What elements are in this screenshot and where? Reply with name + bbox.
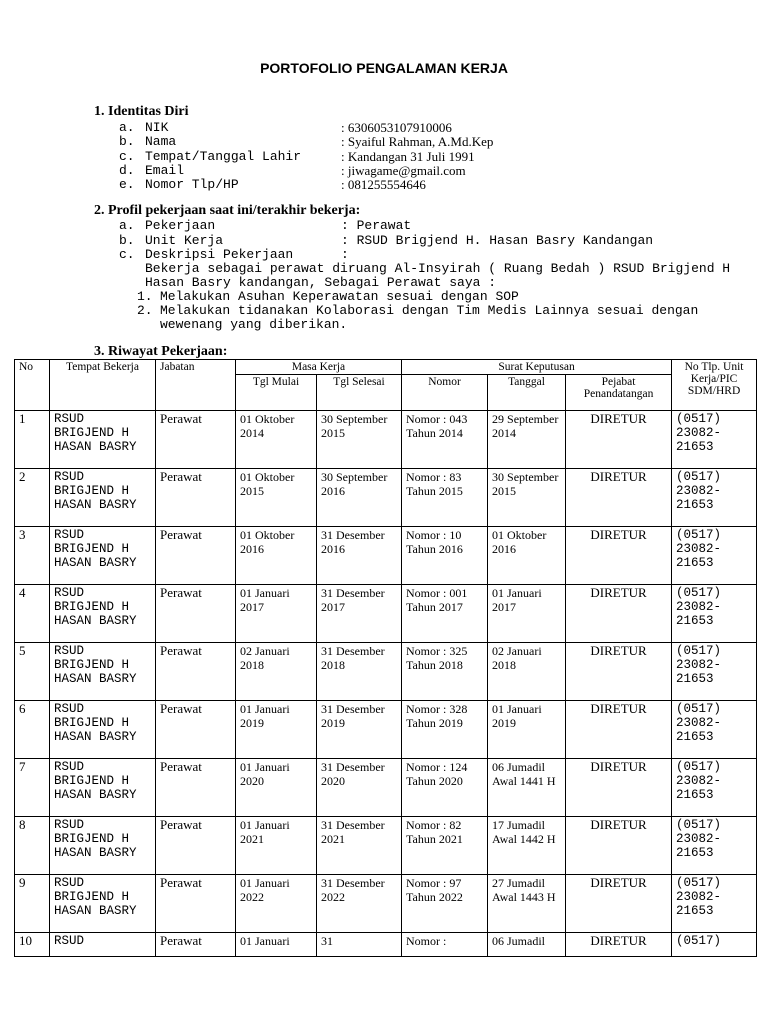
- table-row: [15, 875, 757, 933]
- cell-no: 1: [15, 411, 50, 469]
- table-row: [15, 469, 757, 527]
- cell-tgl-mulai: 01 Januari 2021: [236, 817, 317, 875]
- cell-nomor: Nomor : 124 Tahun 2020: [402, 759, 488, 817]
- item-value: : Kandangan 31 Juli 1991: [341, 148, 475, 164]
- item-value: : 081255554646: [341, 177, 426, 193]
- cell-tgl-selesai: 30 September 2015: [317, 411, 402, 469]
- header-pejabat: Pejabat Penandatangan: [566, 375, 672, 411]
- document-title: PORTOFOLIO PENGALAMAN KERJA: [260, 60, 508, 76]
- task-text: Melakukan Asuhan Keperawatan sesuai dengan SOP: [160, 289, 519, 304]
- item-value: : Syaiful Rahman, A.Md.Kep: [341, 134, 494, 150]
- header-no-tlp: No Tlp. Unit Kerja/PIC SDM/HRD: [672, 360, 757, 411]
- cell-tgl-mulai: 01 Januari 2017: [236, 585, 317, 643]
- cell-tgl-mulai: 01 Januari 2020: [236, 759, 317, 817]
- cell-no: 4: [15, 585, 50, 643]
- item-label: NIK: [145, 120, 169, 135]
- table-row: [15, 527, 757, 585]
- cell-no-tlp: (0517) 23082-21653: [672, 527, 757, 585]
- item-label: Tempat/Tanggal Lahir: [145, 148, 302, 164]
- cell-no: 10: [15, 933, 50, 957]
- riwayat-pekerjaan-table: [14, 359, 757, 957]
- cell-tanggal: 29 September 2014: [488, 411, 566, 469]
- item-letter: e.: [119, 177, 135, 193]
- table-row: [15, 933, 757, 957]
- item-letter: b.: [119, 134, 135, 150]
- item-letter: a.: [119, 120, 135, 135]
- cell-nomor: Nomor : 10 Tahun 2016: [402, 527, 488, 585]
- cell-jabatan: Perawat: [156, 933, 236, 957]
- cell-nomor: Nomor :: [402, 933, 488, 957]
- cell-no: 2: [15, 469, 50, 527]
- item-label: Pekerjaan: [145, 218, 216, 233]
- cell-no: 9: [15, 875, 50, 933]
- cell-no-tlp: (0517) 23082-21653: [672, 701, 757, 759]
- cell-tempat-bekerja: RSUD BRIGJEND H HASAN BASRY: [50, 411, 156, 469]
- item-label: Unit Kerja: [145, 232, 224, 248]
- cell-tempat-bekerja: RSUD BRIGJEND H HASAN BASRY: [50, 643, 156, 701]
- table-row: [15, 585, 757, 643]
- item-label: Nama: [145, 134, 177, 150]
- cell-jabatan: Perawat: [156, 701, 236, 759]
- cell-tempat-bekerja: RSUD: [50, 933, 156, 957]
- cell-tanggal: 02 Januari 2018: [488, 643, 566, 701]
- cell-tanggal: 06 Jumadil Awal 1441 H: [488, 759, 566, 817]
- header-tgl-mulai: Tgl Mulai: [236, 375, 317, 411]
- cell-no-tlp: (0517) 23082-21653: [672, 759, 757, 817]
- cell-tgl-mulai: 02 Januari 2018: [236, 643, 317, 701]
- task-text: Melakukan tidanakan Kolaborasi dengan Tim Medis Lainnya sesuai dengan: [160, 303, 699, 318]
- table-row: [15, 701, 757, 759]
- cell-no: 8: [15, 817, 50, 875]
- header-masa-kerja: Masa Kerja: [236, 360, 402, 375]
- cell-tempat-bekerja: RSUD BRIGJEND H HASAN BASRY: [50, 469, 156, 527]
- cell-tgl-selesai: 30 September 2016: [317, 469, 402, 527]
- task-number: 1.: [137, 289, 153, 304]
- table-row: [15, 411, 757, 469]
- cell-tgl-selesai: 31 Desember 2016: [317, 527, 402, 585]
- header-tgl-selesai: Tgl Selesai: [317, 375, 402, 411]
- cell-nomor: Nomor : 83 Tahun 2015: [402, 469, 488, 527]
- cell-nomor: Nomor : 001 Tahun 2017: [402, 585, 488, 643]
- cell-tempat-bekerja: RSUD BRIGJEND H HASAN BASRY: [50, 875, 156, 933]
- cell-jabatan: Perawat: [156, 759, 236, 817]
- cell-tanggal: 27 Jumadil Awal 1443 H: [488, 875, 566, 933]
- cell-nomor: Nomor : 325 Tahun 2018: [402, 643, 488, 701]
- cell-tempat-bekerja: RSUD BRIGJEND H HASAN BASRY: [50, 527, 156, 585]
- item-value: : RSUD Brigjend H. Hasan Basry Kandangan: [341, 232, 654, 248]
- item-label: Email: [145, 162, 185, 178]
- cell-jabatan: Perawat: [156, 875, 236, 933]
- cell-no-tlp: (0517): [672, 933, 757, 957]
- cell-tgl-mulai: 01 Januari 2019: [236, 701, 317, 759]
- cell-no-tlp: (0517) 23082-21653: [672, 585, 757, 643]
- cell-tgl-mulai: 01 Oktober 2015: [236, 469, 317, 527]
- cell-no: 6: [15, 701, 50, 759]
- item-letter: b.: [119, 232, 135, 248]
- cell-tgl-mulai: 01 Januari: [236, 933, 317, 957]
- item-value: :: [341, 247, 349, 262]
- cell-pejabat: DIRETUR: [566, 875, 672, 933]
- item-value: : Perawat: [341, 218, 412, 233]
- table-row: [15, 817, 757, 875]
- cell-tanggal: 01 Oktober 2016: [488, 527, 566, 585]
- cell-tanggal: 30 September 2015: [488, 469, 566, 527]
- cell-tgl-selesai: 31 Desember 2019: [317, 701, 402, 759]
- cell-tgl-mulai: 01 Oktober 2016: [236, 527, 317, 585]
- cell-pejabat: DIRETUR: [566, 933, 672, 957]
- cell-no-tlp: (0517) 23082-21653: [672, 817, 757, 875]
- cell-jabatan: Perawat: [156, 585, 236, 643]
- item-letter: d.: [119, 162, 135, 178]
- cell-tanggal: 06 Jumadil: [488, 933, 566, 957]
- cell-pejabat: DIRETUR: [566, 411, 672, 469]
- section-riwayat-heading: 3. Riwayat Pekerjaan:: [94, 344, 228, 359]
- cell-jabatan: Perawat: [156, 469, 236, 527]
- cell-pejabat: DIRETUR: [566, 817, 672, 875]
- header-tempat-bekerja: Tempat Bekerja: [50, 360, 156, 411]
- cell-pejabat: DIRETUR: [566, 643, 672, 701]
- item-letter: a.: [119, 218, 135, 233]
- cell-tgl-mulai: 01 Januari 2022: [236, 875, 317, 933]
- cell-pejabat: DIRETUR: [566, 759, 672, 817]
- cell-nomor: Nomor : 97 Tahun 2022: [402, 875, 488, 933]
- cell-nomor: Nomor : 043 Tahun 2014: [402, 411, 488, 469]
- header-surat-keputusan: Surat Keputusan: [402, 360, 672, 375]
- cell-no-tlp: (0517) 23082-21653: [672, 643, 757, 701]
- cell-no: 3: [15, 527, 50, 585]
- cell-no-tlp: (0517) 23082-21653: [672, 875, 757, 933]
- cell-jabatan: Perawat: [156, 643, 236, 701]
- task-item-continued: wewenang yang diberikan.: [160, 317, 348, 332]
- cell-no-tlp: (0517) 23082-21653: [672, 469, 757, 527]
- cell-pejabat: DIRETUR: [566, 701, 672, 759]
- cell-pejabat: DIRETUR: [566, 585, 672, 643]
- cell-tgl-selesai: 31: [317, 933, 402, 957]
- cell-no: 5: [15, 643, 50, 701]
- table-row: [15, 759, 757, 817]
- cell-tempat-bekerja: RSUD BRIGJEND H HASAN BASRY: [50, 701, 156, 759]
- description-line-2: Hasan Basry kandangan, Sebagai Perawat saya :: [145, 275, 497, 290]
- cell-tempat-bekerja: RSUD BRIGJEND H HASAN BASRY: [50, 817, 156, 875]
- cell-tanggal: 17 Jumadil Awal 1442 H: [488, 817, 566, 875]
- header-tanggal: Tanggal: [488, 375, 566, 411]
- table-row: [15, 643, 757, 701]
- cell-tgl-selesai: 31 Desember 2018: [317, 643, 402, 701]
- cell-tgl-selesai: 31 Desember 2020: [317, 759, 402, 817]
- cell-tgl-selesai: 31 Desember 2021: [317, 817, 402, 875]
- section-profil-heading: 2. Profil pekerjaan saat ini/terakhir bekerja:: [94, 203, 361, 218]
- cell-tanggal: 01 Januari 2017: [488, 585, 566, 643]
- cell-tgl-mulai: 01 Oktober 2014: [236, 411, 317, 469]
- cell-pejabat: DIRETUR: [566, 527, 672, 585]
- item-letter: c.: [119, 148, 135, 164]
- cell-pejabat: DIRETUR: [566, 469, 672, 527]
- header-jabatan: Jabatan: [156, 360, 236, 411]
- header-no: No: [15, 360, 50, 411]
- cell-tempat-bekerja: RSUD BRIGJEND H HASAN BASRY: [50, 585, 156, 643]
- item-label: Deskripsi Pekerjaan: [145, 247, 294, 262]
- cell-tempat-bekerja: RSUD BRIGJEND H HASAN BASRY: [50, 759, 156, 817]
- task-number: 2.: [137, 303, 153, 318]
- cell-nomor: Nomor : 328 Tahun 2019: [402, 701, 488, 759]
- cell-tgl-selesai: 31 Desember 2017: [317, 585, 402, 643]
- item-value: : jiwagame@gmail.com: [341, 162, 466, 178]
- item-label: Nomor Tlp/HP: [145, 177, 239, 193]
- cell-jabatan: Perawat: [156, 817, 236, 875]
- cell-no-tlp: (0517) 23082-21653: [672, 411, 757, 469]
- description-line-1: Bekerja sebagai perawat diruang Al-Insyirah ( Ruang Bedah ) RSUD Brigjend H: [145, 261, 731, 276]
- cell-jabatan: Perawat: [156, 411, 236, 469]
- header-nomor: Nomor: [402, 375, 488, 411]
- cell-nomor: Nomor : 82 Tahun 2021: [402, 817, 488, 875]
- item-value: : 6306053107910006: [341, 120, 452, 135]
- cell-no: 7: [15, 759, 50, 817]
- cell-tgl-selesai: 31 Desember 2022: [317, 875, 402, 933]
- section-identitas-heading: 1. Identitas Diri: [94, 104, 189, 119]
- item-letter: c.: [119, 247, 135, 262]
- cell-jabatan: Perawat: [156, 527, 236, 585]
- cell-tanggal: 01 Januari 2019: [488, 701, 566, 759]
